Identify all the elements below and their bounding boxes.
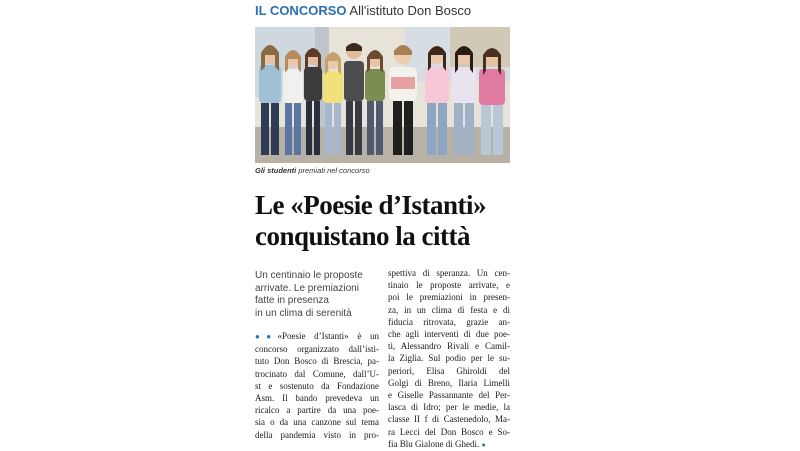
article-headline [255,190,486,252]
kicker-section: IL CONCORSO [255,3,347,18]
body-line: sia o da una canzone sul tema [255,417,379,428]
body-line: la Ziglia. Sul podio per le su- [388,353,510,364]
caption-rest: premiati nel concorso [296,166,370,175]
photo-caption [255,166,370,175]
body-line: periori, Elisa Ghiroldi del [388,365,510,376]
kicker-topic: All'istituto Don Bosco [349,3,472,18]
body-line: spettiva di speranza. Un cen- [388,268,510,278]
article-kicker [255,3,471,18]
body-line: della pandemia visto in pro- [255,429,379,440]
headline-line-2: conquistano la città [255,221,471,251]
body-line: poi le premiazioni in presen- [388,292,510,303]
subheading-line: in un clima di serenità [255,307,352,319]
body-line: concorso organizzato dall’isti- [255,344,379,355]
body-column-1 [255,330,379,441]
body-line: za, in un clima di festa e di [388,304,510,315]
body-line: tuto Don Bosco di Brescia, pa- [255,356,379,367]
body-line: tinaio le proposte arrivate, e [388,280,510,291]
body-line: ●●«Poesie d’Istanti» è un [255,331,379,341]
body-line: ricalco a partire da una poe- [255,405,379,416]
body-line: classe II f di Castenedolo, Ma- [388,414,510,425]
body-line-last: fia Blu Gialone di Ghedi. ● [388,438,486,449]
bullet-dots-icon: ●● [255,332,278,341]
subheading-line: fatte in presenza [255,295,329,306]
article-subheading [255,270,375,320]
end-mark-icon: ● [481,440,486,449]
body-line: e Giselle Passannante del Per- [388,390,510,401]
students-group [259,43,505,155]
body-line: lasca di Idro; per le medie, la [388,402,510,413]
body-column-2 [388,267,510,451]
body-line: fiducia ritrovata, grazie an- [388,316,510,327]
subheading-line: arrivate. Le premiazioni [255,282,359,294]
group-photo [255,27,510,163]
group-photo-illustration [255,27,510,163]
body-line: ra Lecci del Don Bosco e So- [388,426,510,437]
body-line: Golgi di Breno, Ilaria Limelli [388,377,510,388]
body-line: che agli interventi di due poe- [388,329,510,340]
body-line: st e sostenuto da Fondazione [255,380,379,391]
body-line: Asm. Il bando prevedeva un [255,393,379,404]
body-line: ti, Alessandro Rivali e Camil- [388,341,510,352]
body-line: trocinato dal Comune, dall’U- [255,368,379,379]
subheading-line: Un centinaio le proposte [255,270,363,281]
headline-line-1: Le «Poesie d’Istanti» [255,190,486,220]
caption-bold: Gli studenti [255,166,297,175]
